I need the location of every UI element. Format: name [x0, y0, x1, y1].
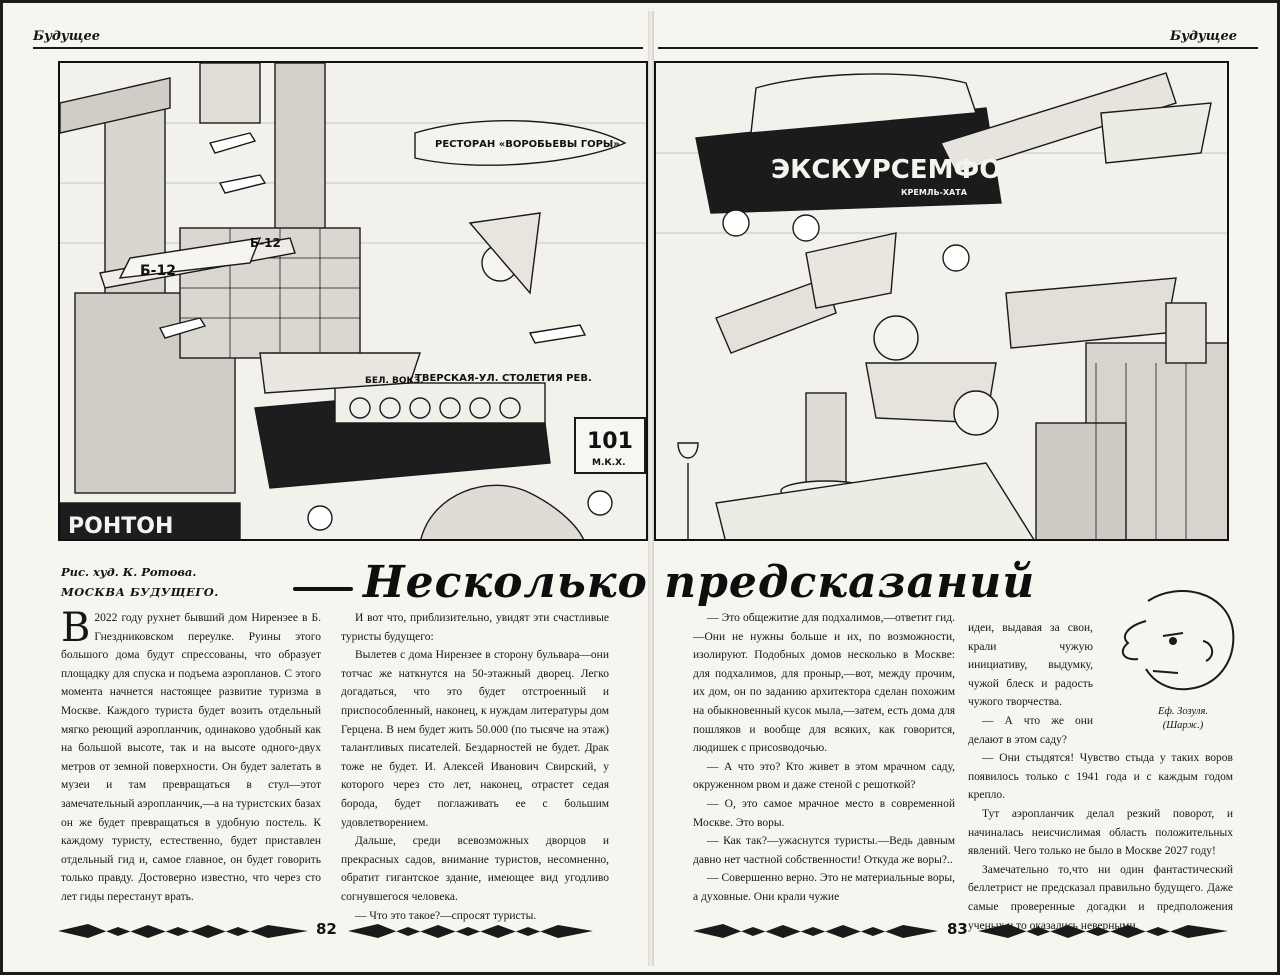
sign-km-number: 101 [587, 429, 633, 454]
paragraph: 2022 году рухнет бывший дом Ниренэее в Б. Гнездниковском переулке. Руины этого большого дома будут спрессованы, что образует площадку для спуска и подъема аэропланов. С этого момента начнется настоящее развитие туризма в Москве. Каждого туриста будет возить отдельный мягко реющий аэропланчик, одинаково удобный как на большой высоте, так и на высоте одного-двух метров от земной поверхности. Он будет залетать в музеи и там превращаться в стул—этот замечательный аэропланчик,—а на туристских базах он же будет превращаться в удобную постель. К каждому туристу, естественно, будет приставлен отдельный гид и, самое главное, он будет говорить только правду. Достоверно известно, что через сто лет гиды перестанут врать. [61, 612, 321, 903]
headline-text: Несколько предсказаний [363, 557, 1036, 608]
page-number-right: 83 [947, 920, 968, 938]
sign-bus-side: КРЕМЛЬ-ХАТА [901, 188, 967, 197]
sign-km-unit: М.К.Х. [592, 458, 626, 468]
footer-ornament-right [693, 921, 938, 941]
paragraph: Замечательно то,что ни один фантастический беллетрист не предсказал правильно будущего. Даже самые проверенные догадки и предположения ученых и то оказались неверными. [968, 863, 1233, 932]
caricature-author: Еф. Зозуля. [1158, 706, 1208, 717]
paragraph: — Это общежитие для подхалимов,—ответит гид.—Они не нужны больше и их, по возможности, изолируют. Подобных домов несколько в Москве: для подхалимов, для проныр,—вот, между прочим, их дом, он по заданию архитектора сделан похожим на обыкновенный кусок мыла,—затем, есть дома для пошляков и вообще для всяких, как говорится, людишек с присosводочью. [693, 612, 955, 755]
illustration-credit: Рис. худ. К. Ротова. [61, 565, 197, 579]
sign-tram-route: ТВЕРСКАЯ-УЛ. СТОЛЕТИЯ РЕВ. [415, 373, 592, 384]
footer-ornament-left [58, 921, 308, 941]
running-header-right: Будущее [1170, 29, 1237, 44]
paragraph: — А что же они делают в этом саду? [968, 714, 1093, 746]
sign-bottom: РОНТОН [68, 514, 174, 539]
paragraph: Тут аэропланчик делал резкий поворот, и начиналась неисчислимая область положительных явлений. Чего только не было в Москве 2027 году! [968, 807, 1233, 858]
illustration-left [58, 61, 648, 541]
headline-dash [293, 587, 353, 591]
illustration-right [654, 61, 1229, 541]
drop-cap: В [61, 605, 91, 651]
paragraph: Дальше, среди всевозможных дворцов и прекрасных садов, внимание туристов, несомненно, обратит гигантское здание, имеющее вид угодливо согнувшегося человека. [341, 835, 609, 903]
text-column-2 [341, 609, 609, 925]
sign-restaurant: РЕСТОРАН «ВОРОБЬЕВЫ ГОРЫ» [435, 139, 620, 150]
caricature-note: (Шарж.) [1162, 720, 1204, 731]
page-number-left: 82 [316, 920, 337, 938]
paragraph: — Они стыдятся! Чувство стыда у таких воров появилось только с 1941 года и с каждым годом крепло. [968, 752, 1233, 802]
illustration-title: МОСКВА БУДУЩЕГО. [61, 585, 219, 599]
paragraph: — Как так?—ужаснутся туристы.—Ведь давным давно нет частной собственности! Откуда же воры?.. [693, 835, 955, 866]
footer-ornament-left-2 [348, 921, 593, 941]
sign-tram-stop: БЕЛ. ВОКЗ. [365, 376, 424, 386]
header-rule-left [33, 47, 643, 49]
sign-plane-left: Б-12 [140, 263, 176, 279]
paragraph: — Что это такое?—спросят туристы. [355, 909, 537, 922]
sign-plane-right: Б-12 [250, 236, 281, 250]
author-caricature [1108, 581, 1238, 693]
text-column-1 [61, 605, 321, 907]
paragraph: И вот что, приблизительно, увидят эти счастливые туристы будущего: [341, 612, 609, 643]
paragraph: — Совершенно верно. Это не материальные воры, а духовные. Они крали чужие [693, 872, 955, 903]
paragraph: — А что это? Кто живет в этом мрачном саду, окруженном рвом и даже стеной с решоткой? [693, 760, 955, 792]
paragraph: Вылетев с дома Нирензее в сторону бульвара—они тотчас же наткнутся на 50-этажный дворец. Легко догадаться, что это будет отстроенный и приспособленный, наконец, к нуждам литературы дом Герцена. В нем будет жить 50.000 (по тысяче на этаж) талантливых писателей. Бездарностей не будет. Драк тоже не будет. И. Алексей Иванович Свирский, у которого через сто лет, наконец, отрастет седая борода, будет поглаживать ее с большим удовлетворением. [341, 649, 609, 829]
paragraph: идеи, выдавая за свои, крали чужую инициативу, выдумку, чужой блеск и радость чужого творчества. [968, 622, 1093, 709]
footer-ornament-right-2 [978, 921, 1228, 941]
caricature-caption [1133, 705, 1233, 733]
header-rule-right [658, 47, 1258, 49]
paragraph: — О, это самое мрачное место в современной Москве. Это воры. [693, 797, 955, 829]
city-illustration-left [60, 63, 648, 541]
running-header-left: Будущее [33, 29, 100, 44]
city-illustration-right [656, 63, 1229, 541]
sign-excursion-bus: ЭКСКУРСЕМФО [771, 155, 1002, 185]
text-column-3 [693, 609, 955, 907]
